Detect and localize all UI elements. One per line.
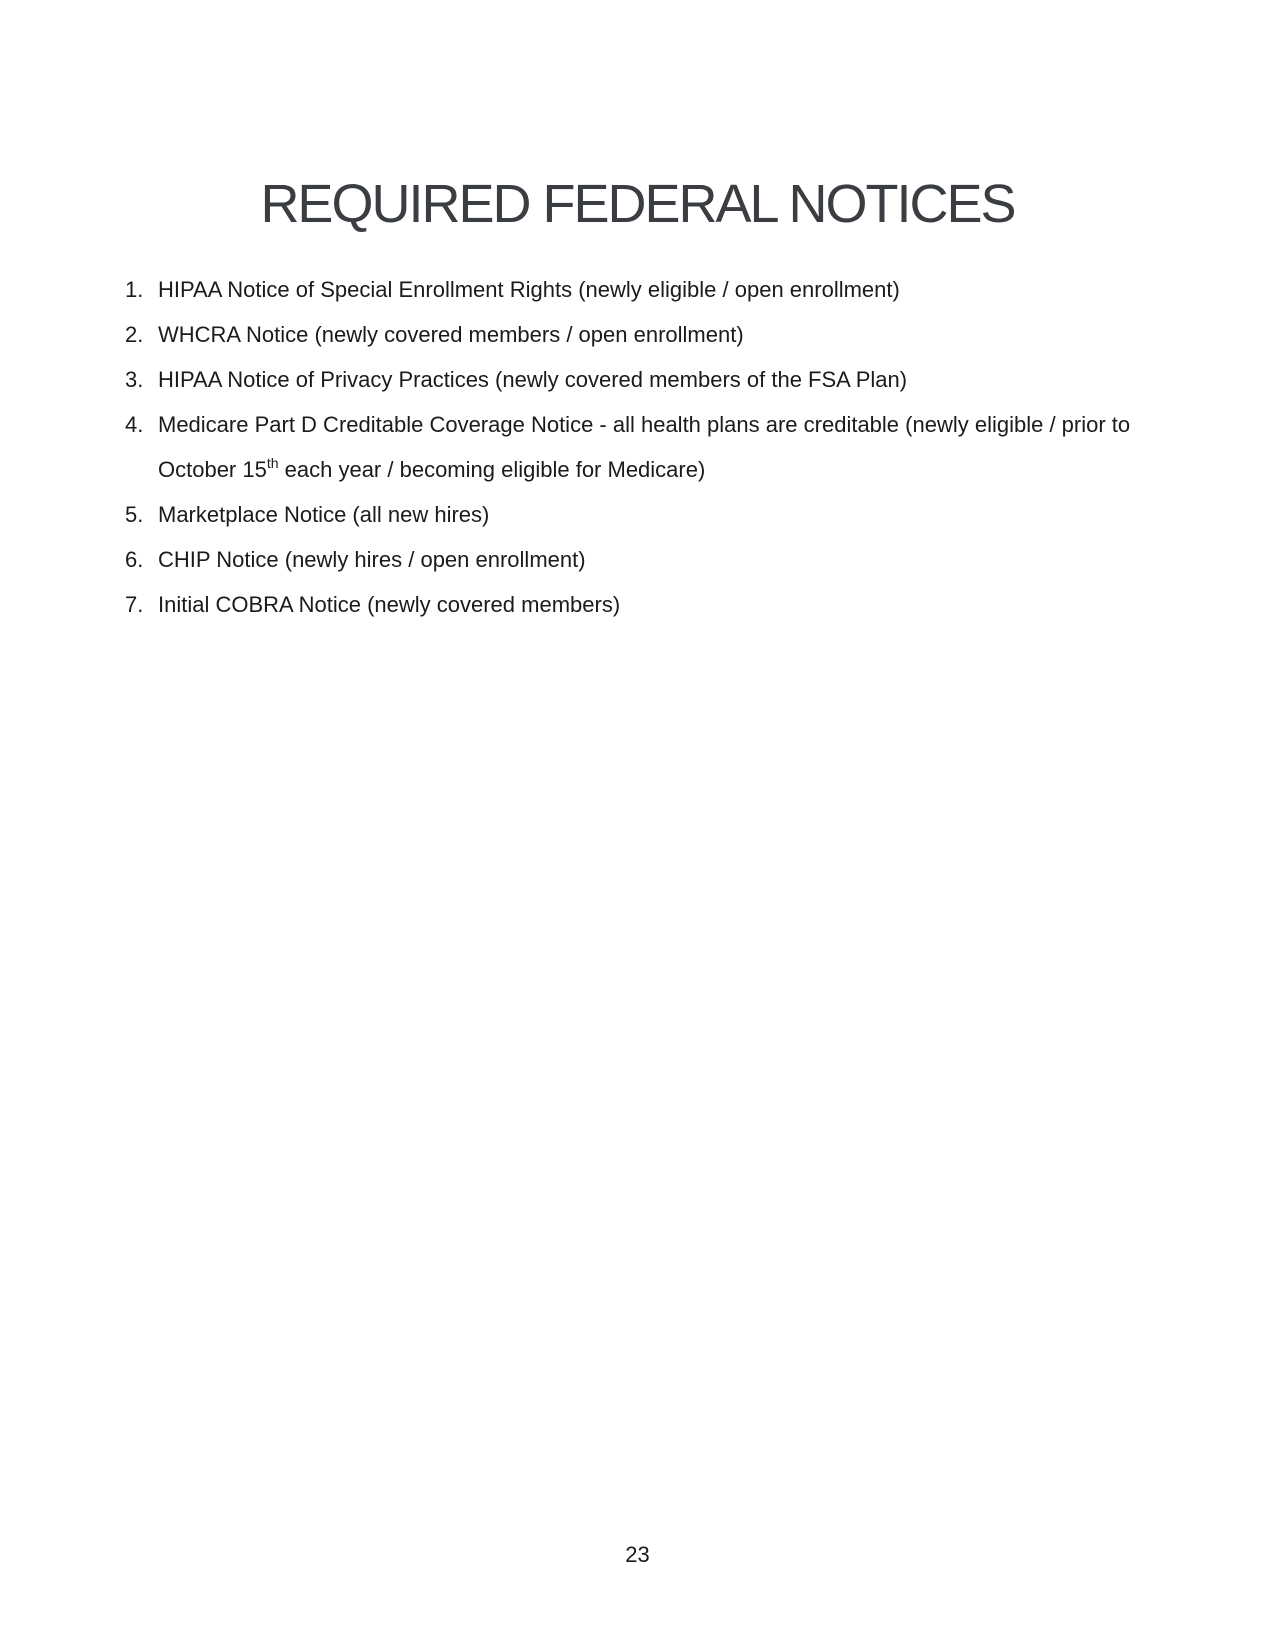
text-segment: HIPAA Notice of Privacy Practices (newly covered members of the FSA Plan) [158, 367, 908, 392]
list-item-text [158, 357, 1275, 402]
list-item [0, 357, 1275, 402]
text-segment: October 15 [158, 457, 267, 482]
text-segment: each year / becoming eligible for Medicare) [278, 457, 706, 482]
list-item-text [158, 492, 1275, 537]
list-item-number: 6. [125, 547, 144, 572]
list-item-number: 2. [125, 322, 144, 347]
page-number: 23 [625, 1542, 650, 1567]
text-segment: WHCRA Notice (newly covered members / open enrollment) [158, 322, 744, 347]
list-item [0, 537, 1275, 582]
list-item-number: 4. [125, 412, 144, 437]
list-item-line [158, 537, 1275, 582]
list-item-number: 3. [125, 367, 144, 392]
list-item-text [158, 582, 1275, 627]
list-item-line [158, 582, 1275, 627]
page-title: REQUIRED FEDERAL NOTICES [260, 174, 1015, 234]
list-item [0, 312, 1275, 357]
list-item-line [158, 447, 1275, 492]
list-item-text [158, 402, 1275, 492]
superscript-text: th [266, 454, 279, 471]
list-item-text [158, 267, 1275, 312]
list-item-line [158, 402, 1275, 447]
list-item-line [158, 492, 1275, 537]
list-item-line [158, 312, 1275, 357]
text-segment: Initial COBRA Notice (newly covered members) [158, 592, 621, 617]
list-item-line [158, 267, 1275, 312]
list-item-text [158, 537, 1275, 582]
list-item [0, 582, 1275, 627]
list-item-text [158, 312, 1275, 357]
list-item-number: 1. [125, 277, 144, 302]
notices-list [0, 267, 1275, 627]
text-segment: Medicare Part D Creditable Coverage Notice - all health plans are creditable (newly eligible / prior to [158, 412, 1131, 437]
list-item-number: 7. [125, 592, 144, 617]
list-item-line [158, 357, 1275, 402]
text-segment: Marketplace Notice (all new hires) [158, 502, 490, 527]
list-item [0, 402, 1275, 492]
list-item [0, 492, 1275, 537]
text-segment: HIPAA Notice of Special Enrollment Rights (newly eligible / open enrollment) [158, 277, 900, 302]
list-item-number: 5. [125, 502, 144, 527]
list-item [0, 267, 1275, 312]
text-segment: CHIP Notice (newly hires / open enrollment) [158, 547, 586, 572]
